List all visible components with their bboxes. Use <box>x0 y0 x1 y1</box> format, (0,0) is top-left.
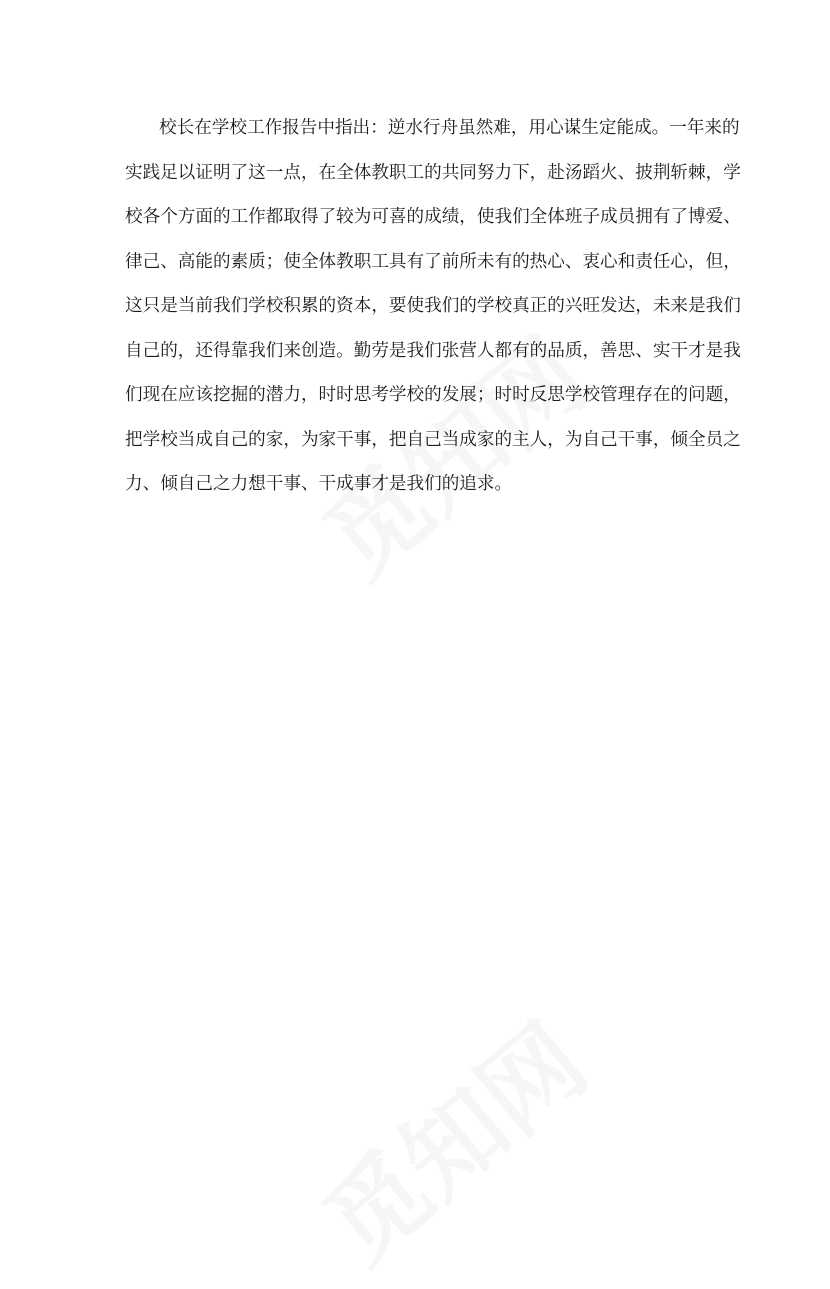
paragraph-line-4: 律己、高能的素质；使全体教职工具有了前所未有的热心、衷心和责任心，但， <box>125 251 741 272</box>
watermark-bottom <box>289 985 611 1288</box>
paragraph-line-5: 这只是当前我们学校积累的资本，要使我们的学校真正的兴旺发达，未来是我们 <box>125 296 741 316</box>
paragraph-line-2: 实践足以证明了这一点，在全体教职工的共同努力下，赴汤蹈火、披荆斩棘，学 <box>125 162 741 183</box>
paragraph-line-7: 们现在应该挖掘的潜力，时时思考学校的发展；时时反思学校管理存在的问题， <box>125 385 741 405</box>
paragraph-line-8: 把学校当成自己的家，为家干事，把自己当成家的主人，为自己干事，倾全员之 <box>125 429 741 450</box>
paragraph-line-3: 校各个方面的工作都取得了较为可喜的成绩，使我们全体班子成员拥有了博爱、 <box>125 207 741 227</box>
paragraph-line-6: 自己的，还得靠我们来创造。勤劳是我们张营人都有的品质，善思、实干才是我 <box>125 340 741 361</box>
body-paragraph <box>125 106 741 507</box>
paragraph-line-1: 校长在学校工作报告中指出：逆水行舟虽然难，用心谋生定能成。一年来的 <box>159 118 740 138</box>
paragraph-line-9: 力、倾自己之力想干事、干成事才是我们的追求。 <box>125 474 513 494</box>
